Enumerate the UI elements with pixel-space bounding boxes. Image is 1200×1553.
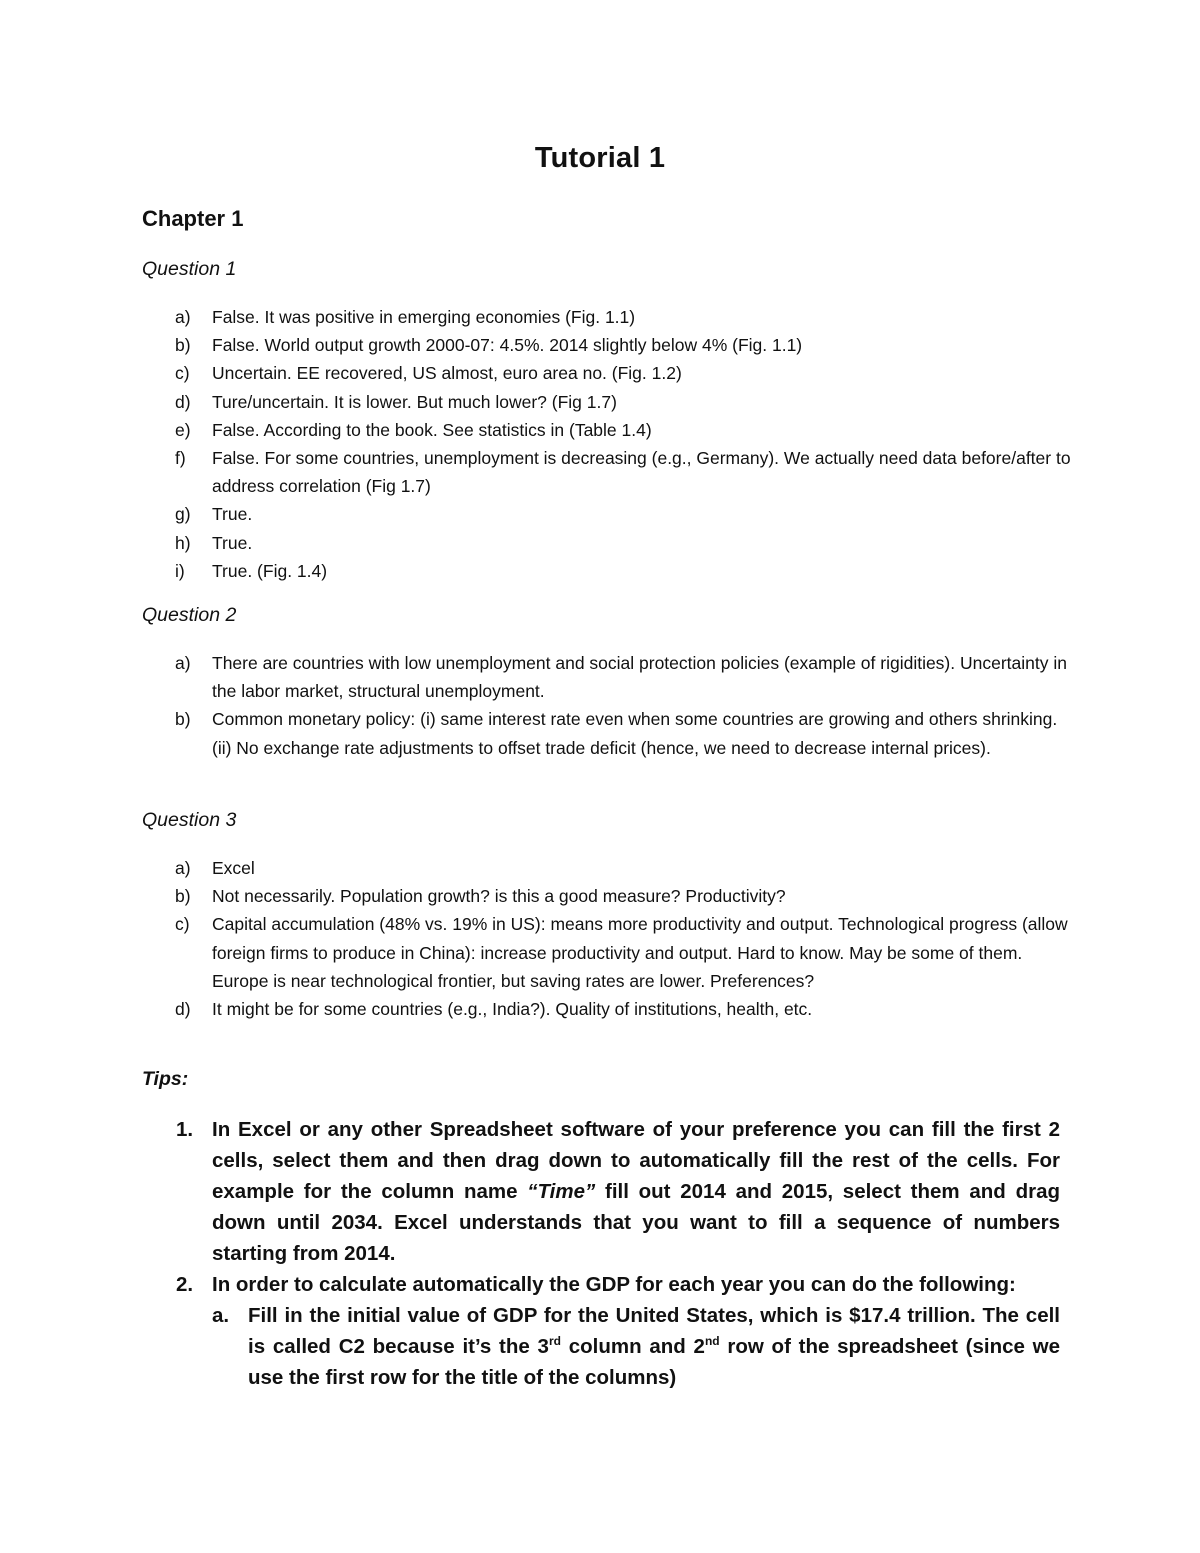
tip-text: In order to calculate automatically the GDP for each year you can do the following: <box>212 1273 1016 1296</box>
item-label: b) <box>175 709 191 730</box>
subitem-text-part: row of the spreadsheet (since we use the first row for the title of the columns) <box>248 1335 1060 1389</box>
list-item <box>142 359 1072 387</box>
list-item <box>142 995 1072 1023</box>
question-1-heading: Question 1 <box>142 258 237 280</box>
item-label: a) <box>175 858 191 878</box>
item-label: c) <box>175 914 190 935</box>
item-text: False. According to the book. See statistics in (Table 1.4) <box>212 419 652 440</box>
item-label: d) <box>175 999 191 1020</box>
superscript: rd <box>548 1334 561 1349</box>
superscript: nd <box>704 1334 720 1349</box>
list-item <box>142 331 1072 359</box>
list-item <box>142 557 1072 585</box>
item-label: b) <box>175 335 191 356</box>
item-label: a) <box>175 307 191 327</box>
tips-list <box>142 1114 1060 1393</box>
subitem-text-part: column and 2 <box>560 1335 705 1358</box>
subitem-label: a. <box>212 1304 230 1327</box>
tip-number: 2. <box>176 1273 194 1296</box>
item-label: i) <box>175 560 185 581</box>
item-text: Ture/uncertain. It is lower. But much lower? (Fig 1.7) <box>212 391 617 412</box>
tip-number: 1. <box>176 1118 194 1141</box>
tips-heading: Tips: <box>142 1068 189 1090</box>
tip-text-part: In Excel or any other Spreadsheet software of your preference you can fill the first 2 cells, select them and then drag down to automatically fill the rest of the cells. For example for the column name <box>212 1118 1060 1203</box>
question-1-answers <box>142 303 1072 585</box>
item-label: d) <box>175 391 191 412</box>
item-label: e) <box>175 419 191 440</box>
question-2-answers <box>142 649 1072 762</box>
tip-quoted-term: “Time” <box>527 1180 596 1203</box>
tip-item <box>142 1269 1060 1300</box>
list-item <box>142 303 1072 331</box>
list-item <box>142 910 1072 995</box>
question-2-heading: Question 2 <box>142 604 237 626</box>
list-item <box>142 416 1072 444</box>
item-text: False. World output growth 2000-07: 4.5%. 2014 slightly below 4% (Fig. 1.1) <box>212 335 803 356</box>
item-label: c) <box>175 363 190 384</box>
item-text: True. <box>212 504 253 525</box>
item-label: f) <box>175 448 186 469</box>
list-item <box>142 500 1072 528</box>
item-text: It might be for some countries (e.g., India?). Quality of institutions, health, etc. <box>212 999 813 1020</box>
list-item <box>142 529 1072 557</box>
item-text: There are countries with low unemployment and social protection policies (example of rigidities). Uncertainty in the labor market, structural unemployment. <box>212 653 1067 702</box>
question-3-answers <box>142 854 1072 1023</box>
subitem-text <box>248 1300 1060 1393</box>
tip-item <box>142 1114 1060 1269</box>
list-item <box>142 705 1072 761</box>
item-text: False. It was positive in emerging economies (Fig. 1.1) <box>212 307 636 327</box>
item-text: True. (Fig. 1.4) <box>212 560 328 581</box>
item-label: g) <box>175 504 191 525</box>
item-label: h) <box>175 532 191 553</box>
item-text: Not necessarily. Population growth? is this a good measure? Productivity? <box>212 886 786 907</box>
item-label: b) <box>175 886 191 907</box>
page-title: Tutorial 1 <box>534 142 666 174</box>
item-text: False. For some countries, unemployment is decreasing (e.g., Germany). We actually need data before/after to address correlation (Fig 1.7) <box>212 448 1071 497</box>
item-text: Excel <box>212 858 255 878</box>
tip-text <box>212 1114 1060 1269</box>
tip-subitem <box>212 1300 1060 1393</box>
question-3-heading: Question 3 <box>142 809 237 831</box>
item-text: Uncertain. EE recovered, US almost, euro area no. (Fig. 1.2) <box>212 363 682 384</box>
chapter-heading: Chapter 1 <box>142 206 244 231</box>
subitem-text-part: Fill in the initial value of GDP for the United States, which is $17.4 trillion. The cell is called C2 because it’s the 3 <box>248 1304 1060 1358</box>
list-item <box>142 854 1072 882</box>
list-item <box>142 882 1072 910</box>
item-text: True. <box>212 532 253 553</box>
list-item <box>142 444 1072 500</box>
item-label: a) <box>175 653 191 673</box>
list-item <box>142 388 1072 416</box>
list-item <box>142 649 1072 705</box>
item-text: Common monetary policy: (i) same interest rate even when some countries are growing and others shrinking. (ii) No exchange rate adjustments to offset trade deficit (hence, we need to decrease internal prices). <box>212 709 1058 758</box>
tip-text-part: fill out 2014 and 2015, select them and drag down until 2034. Excel understands that you want to fill a sequence of numbers starting from 2014. <box>212 1180 1060 1265</box>
item-text: Capital accumulation (48% vs. 19% in US): means more productivity and output. Technological progress (allow foreign firms to produce in China): increase productivity and output. Hard to know. May be some of them. Europe is near technological frontier, but saving rates are lower. Preferences? <box>212 914 1068 991</box>
